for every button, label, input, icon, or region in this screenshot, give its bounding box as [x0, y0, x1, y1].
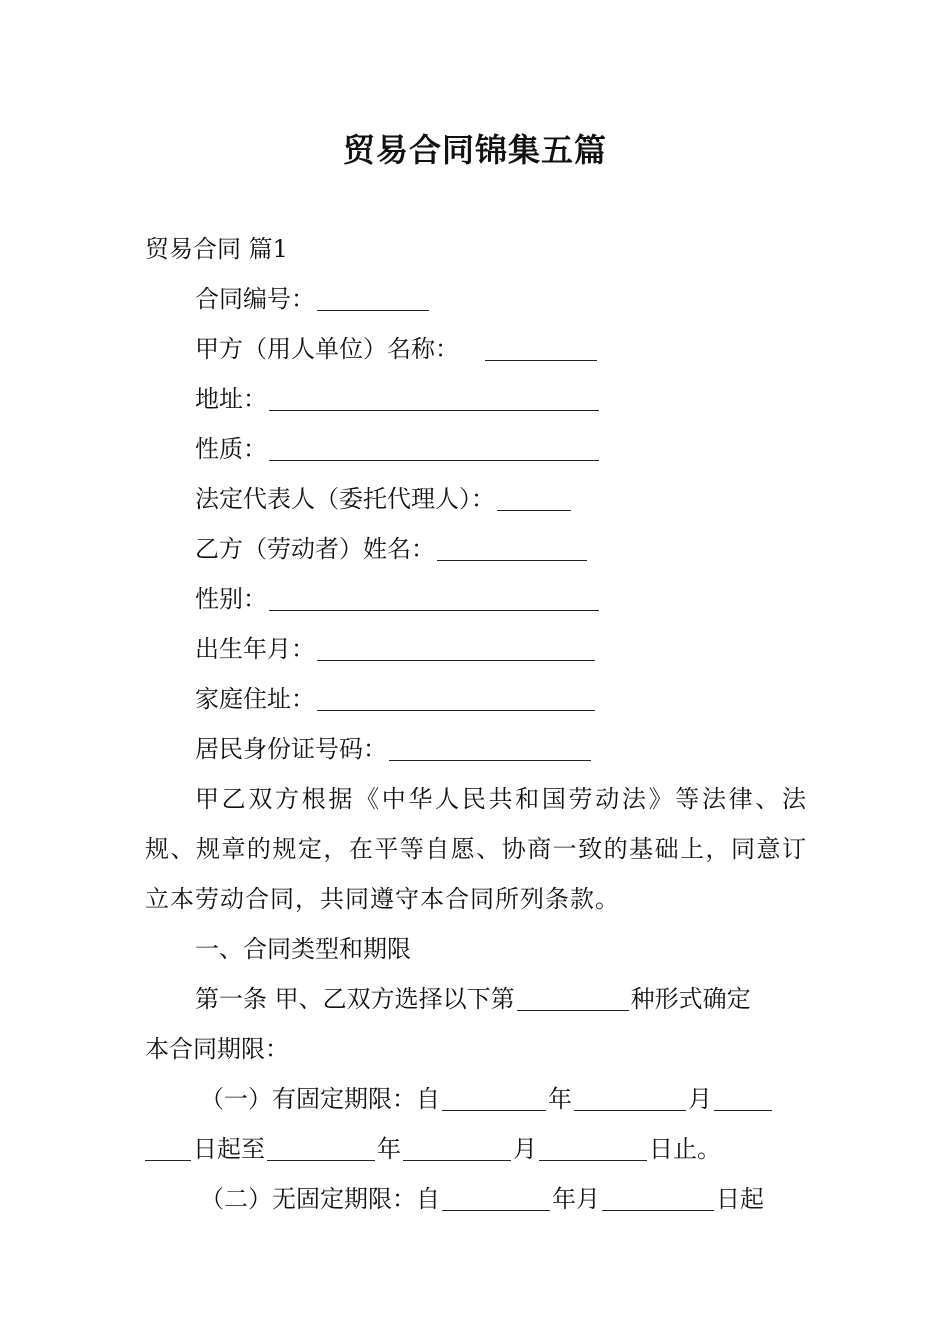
fill-blank[interactable]: [317, 710, 595, 711]
field-label: 地址：: [195, 385, 267, 413]
document-title: 贸易合同锦集五篇: [342, 131, 607, 169]
fill-blank[interactable]: [602, 1210, 714, 1211]
fill-blank[interactable]: [485, 360, 597, 361]
fill-blank[interactable]: [442, 1110, 546, 1111]
fill-blank[interactable]: [497, 510, 571, 511]
field-party-a-name: [195, 324, 810, 374]
term-fixed-line-2: [145, 1124, 810, 1174]
term-text: 年: [548, 1085, 572, 1113]
term-fixed-line-1: [200, 1074, 815, 1124]
fill-blank[interactable]: [317, 310, 429, 311]
fill-blank[interactable]: [539, 1160, 647, 1161]
field-birth: [195, 624, 810, 674]
field-label: 家庭住址：: [195, 685, 315, 713]
fill-blank[interactable]: [269, 460, 599, 461]
article-1-line-2: 本合同期限：: [145, 1035, 289, 1063]
field-address: [195, 374, 810, 424]
fill-blank[interactable]: [267, 1160, 375, 1161]
article-text: 第一条 甲、乙双方选择以下第: [195, 985, 515, 1013]
term-text: 日起: [716, 1185, 764, 1213]
section-heading: 贸易合同 篇1: [145, 235, 288, 263]
fill-blank[interactable]: [269, 410, 599, 411]
field-party-b-name: [195, 524, 810, 574]
fill-blank[interactable]: [437, 560, 587, 561]
field-label: 性质：: [195, 435, 267, 463]
term-text: 月: [513, 1135, 537, 1163]
fill-blank[interactable]: [145, 1160, 191, 1161]
fill-blank[interactable]: [317, 660, 595, 661]
field-label: 出生年月：: [195, 635, 315, 663]
field-legal-rep: [195, 474, 810, 524]
field-id-number: [195, 724, 810, 774]
article-text: 种形式确定: [630, 985, 751, 1013]
field-label: 性别：: [195, 585, 267, 613]
field-label: 居民身份证号码：: [195, 735, 387, 763]
term-text: 日起至: [193, 1135, 265, 1163]
fill-blank[interactable]: [269, 610, 599, 611]
term-text: 日止。: [649, 1135, 721, 1163]
field-contract-no: [195, 274, 810, 324]
term-text: 年月: [552, 1185, 600, 1213]
field-label: 甲方（用人单位）名称：: [195, 335, 459, 363]
field-label: 合同编号：: [195, 285, 315, 313]
field-nature: [195, 424, 810, 474]
fill-blank[interactable]: [403, 1160, 511, 1161]
field-home-address: [195, 674, 810, 724]
field-label: 法定代表人（委托代理人）：: [195, 485, 495, 513]
chapter-heading: 一、合同类型和期限: [195, 935, 411, 963]
term-text: （一）有固定期限：自: [200, 1085, 440, 1113]
field-gender: [195, 574, 810, 624]
fill-blank[interactable]: [574, 1110, 686, 1111]
field-label: 乙方（劳动者）姓名：: [195, 535, 435, 563]
fill-blank[interactable]: [442, 1210, 550, 1211]
term-text: （二）无固定期限：自: [200, 1185, 440, 1213]
fill-blank[interactable]: [389, 760, 591, 761]
fill-blank[interactable]: [714, 1110, 772, 1111]
term-text: 月: [688, 1085, 712, 1113]
fill-blank[interactable]: [517, 1010, 629, 1011]
intro-paragraph: 甲乙双方根据《中华人民共和国劳动法》等法律、法规、规章的规定，在平等自愿、协商一致的基础上，同意订立本劳动合同，共同遵守本合同所列条款。: [145, 785, 807, 913]
term-text: 年: [377, 1135, 401, 1163]
article-1-line-1: [195, 974, 810, 1024]
term-open-line: [200, 1174, 815, 1224]
